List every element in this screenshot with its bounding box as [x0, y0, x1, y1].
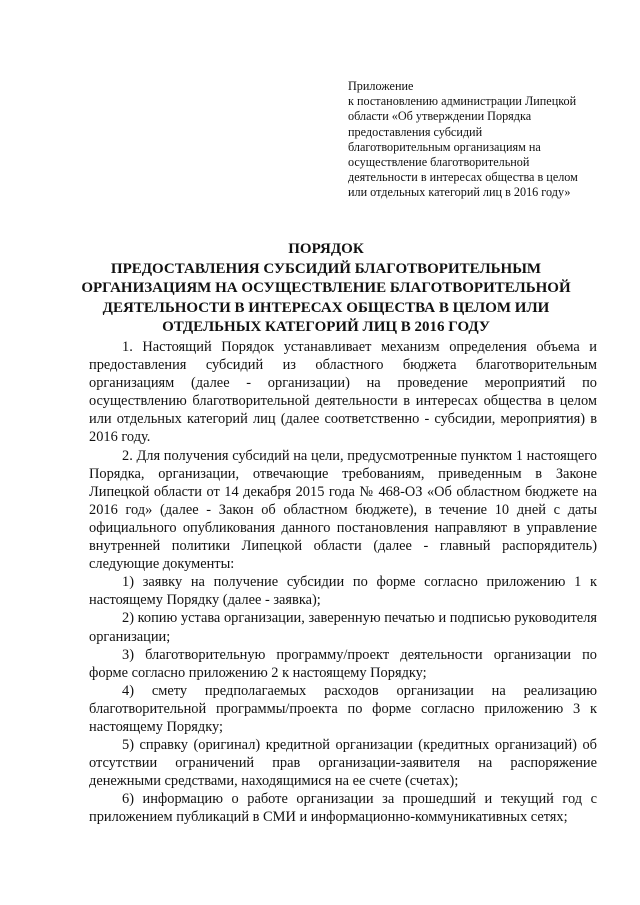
annex-line: к постановлению администрации Липецкой [348, 94, 577, 109]
annex-note [348, 79, 610, 201]
document-body [89, 338, 597, 827]
list-item-1: 1) заявку на получение субсидии по форме согласно приложению 1 к настоящему Порядку (далее - заявка); [89, 574, 597, 609]
list-item-3: 3) благотворительную программу/проект деятельности организации по форме согласно приложению 2 к настоящему Порядку; [89, 646, 597, 681]
annex-line: Приложение [348, 79, 414, 93]
list-item-5: 5) справку (оригинал) кредитной организации (кредитных организаций) об отсутствии ограничений прав организации-заявителя на распоряжение денежными средствами, находящимися на ее счете (счетах); [89, 737, 597, 790]
annex-line: предоставления субсидий [348, 124, 483, 139]
title-line: ДЕЯТЕЛЬНОСТИ В ИНТЕРЕСАХ ОБЩЕСТВА В ЦЕЛОМ ИЛИ [102, 299, 550, 316]
list-item-4: 4) смету предполагаемых расходов организации на реализацию благотворительной программы/проекта по форме согласно приложению 3 к настоящему Порядку; [89, 682, 597, 735]
paragraph-1: 1. Настоящий Порядок устанавливает механизм определения объема и предоставления субсидий из областного бюджета благотворительным организациям (далее - организации) на проведение мероприятий по осуществлению благотворительной деятельности в интересах общества в целом или отдельных категорий лиц (далее соответственно - субсидии, мероприятия) в 2016 году. [89, 339, 597, 446]
title-line: ОТДЕЛЬНЫХ КАТЕГОРИЙ ЛИЦ В 2016 ГОДУ [162, 319, 490, 335]
annex-line: области «Об утверждении Порядка [348, 109, 532, 124]
annex-line: деятельности в интересах общества в целом [348, 170, 578, 185]
title-line: ОРГАНИЗАЦИЯМ НА ОСУЩЕСТВЛЕНИЕ БЛАГОТВОРИТЕЛЬНОЙ [81, 280, 571, 296]
annex-line: осуществление благотворительной [348, 155, 530, 170]
list-item-6: 6) информацию о работе организации за прошедший и текущий год с приложением публикаций в СМИ и информационно-коммуникативных сетях; [89, 791, 597, 826]
paragraph-2: 2. Для получения субсидий на цели, предусмотренные пунктом 1 настоящего Порядка, организации, отвечающие требованиям, приведенным в Законе Липецкой области от 14 декабря 2015 года № 468-ОЗ «Об областном бюджете на 2016 год» (далее - Закон об областном бюджете), в течение 10 дней с даты официального опубликования данного постановления направляют в управление внутренней политики Липецкой области (далее - главный распорядитель) следующие документы: [89, 447, 597, 573]
title-line: ПОРЯДОК [288, 241, 364, 257]
title-line: ПРЕДОСТАВЛЕНИЯ СУБСИДИЙ БЛАГОТВОРИТЕЛЬНЫМ [110, 260, 542, 277]
document-title [80, 240, 572, 338]
annex-line: или отдельных категорий лиц в 2016 году» [348, 185, 571, 200]
annex-line: благотворительным организациям на [348, 139, 541, 154]
list-item-2: 2) копию устава организации, заверенную печатью и подписью руководителя организации; [89, 610, 597, 645]
